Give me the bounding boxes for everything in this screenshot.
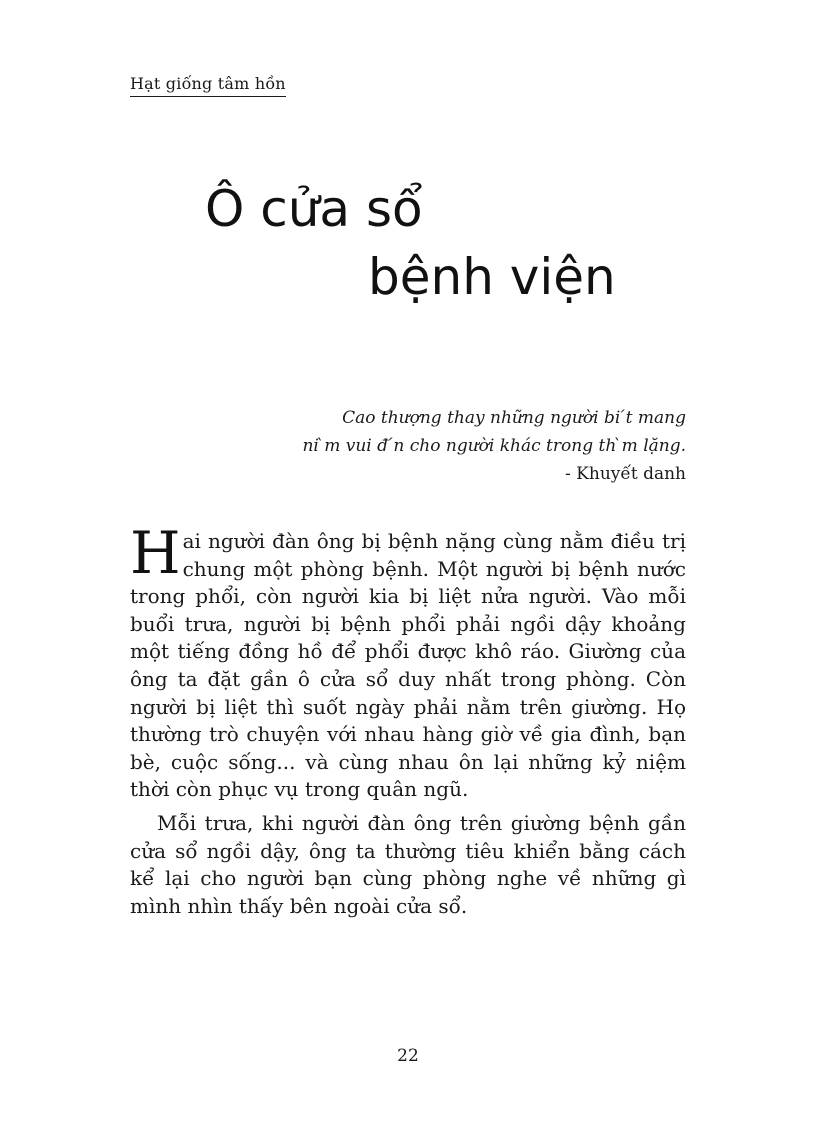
body-text: [130, 519, 686, 920]
running-header: Hạt giống tâm hồn: [130, 74, 286, 97]
chapter-title-line-1: Ô cửa sổ: [205, 180, 423, 238]
paragraph-2: Mỗi trưa, khi người đàn ông trên giường bệnh gần cửa sổ ngồi dậy, ông ta thường tiêu khiển bằng cách kể lại cho người bạn cùng phòng nghe về những gì mình nhìn thấy bên ngoài cửa sổ.: [130, 810, 686, 918]
epigraph: [302, 404, 686, 488]
page-number: 22: [397, 1046, 419, 1066]
paragraph-1-text: ai người đàn ông bị bệnh nặng cùng nằm điều trị chung một phòng bệnh. Một người bị bệnh nước trong phổi, còn người kia bị liệt nửa người. Vào mỗi buổi trưa, người bị bệnh phổi phải ngồi dậy khoảng một tiếng đồng hồ để phổi được khô ráo. Giường của ông ta đặt gần ô cửa sổ duy nhất trong phòng. Còn người bị liệt thì suốt ngày phải nằm trên giường. Họ thường trò chuyện với nhau hàng giờ về gia đình, bạn bè, cuộc sống... và cùng nhau ôn lại những kỷ niệm thời còn phục vụ trong quân ngũ.: [130, 529, 686, 802]
drop-cap: H: [130, 519, 181, 587]
paragraph-1: [130, 519, 686, 804]
epigraph-author: - Khuyết danh: [565, 464, 686, 484]
epigraph-line-1: Cao thượng thay những người bi ́t mang: [342, 408, 686, 428]
chapter-title-line-2: bệnh viện: [368, 248, 616, 306]
epigraph-line-2: ni ̀m vui đ ́n cho người khác trong th ̀m lặng.: [302, 436, 686, 456]
